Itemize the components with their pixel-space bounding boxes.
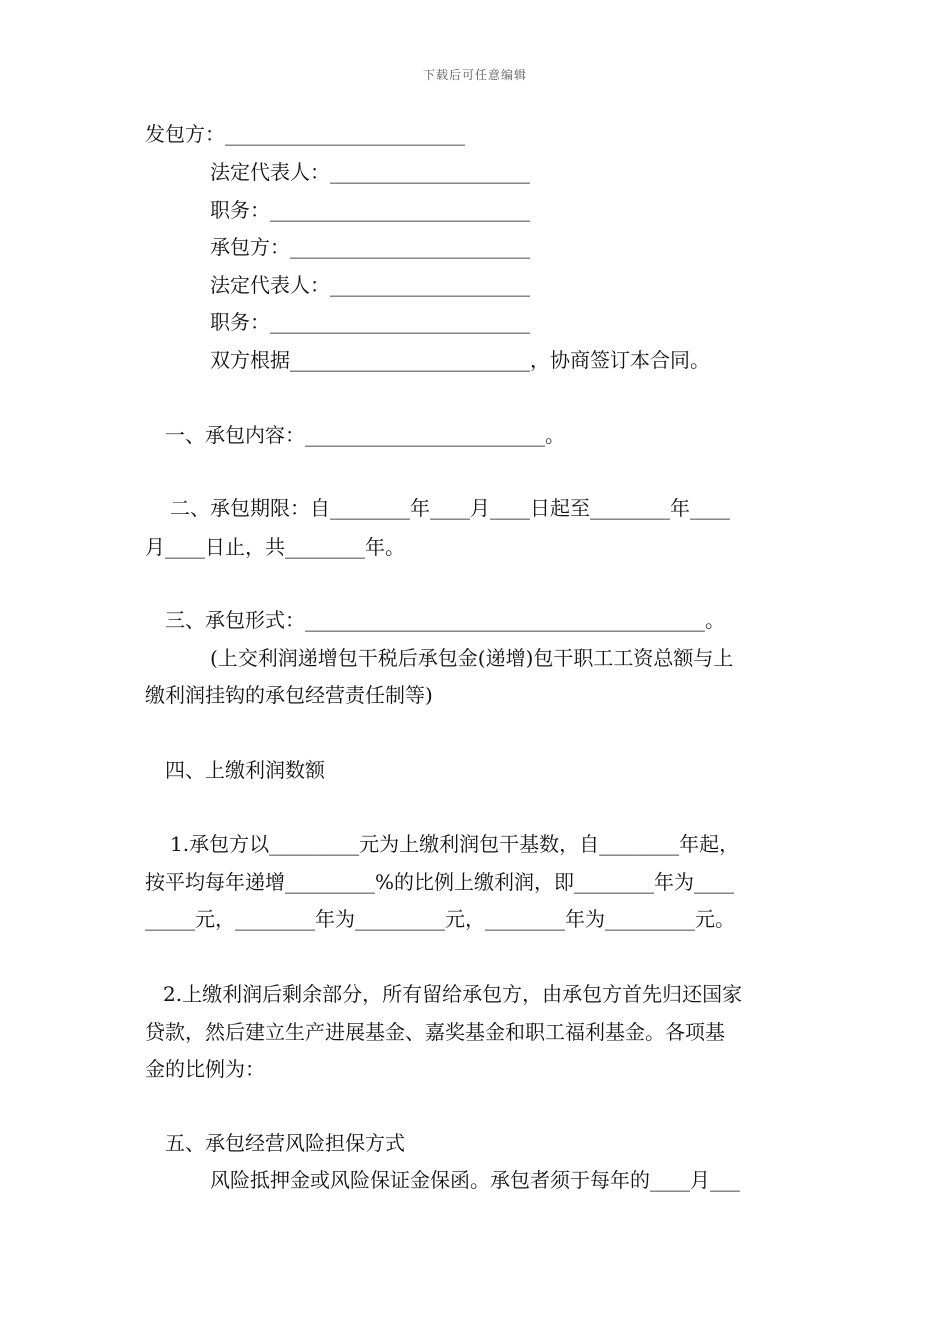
- clause-1-line-1: 1.承包方以_________元为上缴利润包干基数，自________年起，: [170, 832, 740, 856]
- clause-2-line-3: 金的比例为：: [145, 1057, 265, 1081]
- clause-2-line-1: 2.上缴利润后剩余部分，所有留给承包方，由承包方首先归还国家: [163, 982, 743, 1006]
- section-3-note-line-1: (上交利润递增包干税后承包金(递增)包干职工工资总额与上: [210, 646, 734, 670]
- section-2-term-line-2: 月____日止，共________年。: [145, 535, 405, 559]
- section-3-form: 三、承包形式：________________________________________。: [165, 608, 725, 632]
- contractor-issuer-line: 发包方：________________________: [145, 122, 465, 146]
- legal-rep-line-1: 法定代表人：____________________: [210, 160, 530, 184]
- clause-1-line-3: _____元，________年为_________元，________年为_________元。: [145, 907, 735, 931]
- clause-2-line-2: 贷款，然后建立生产进展基金、嘉奖基金和职工福利基金。各项基: [145, 1020, 725, 1044]
- section-4-heading: 四、上缴利润数额: [165, 758, 325, 782]
- position-line-2: 职务：__________________________: [210, 310, 530, 334]
- section-5-heading: 五、承包经营风险担保方式: [165, 1131, 405, 1155]
- legal-rep-line-2: 法定代表人：____________________: [210, 273, 530, 297]
- section-1-content: 一、承包内容：________________________。: [165, 423, 565, 447]
- section-5-line-1: 风险抵押金或风险保证金保函。承包者须于每年的____月___: [210, 1168, 740, 1192]
- clause-1-line-2: 按平均每年递增_________%的比例上缴利润，即________年为____: [145, 870, 735, 894]
- section-3-note-line-2: 缴利润挂钩的承包经营责任制等): [145, 683, 433, 707]
- agreement-basis-line: 双方根据________________________，协商签订本合同。: [210, 348, 710, 372]
- page-header: 下载后可任意编辑: [422, 68, 527, 82]
- section-2-term-line-1: 二、承包期限：自________年____月____日起至________年____: [170, 496, 730, 520]
- position-line-1: 职务：__________________________: [210, 198, 530, 222]
- contractor-line: 承包方：________________________: [210, 235, 530, 259]
